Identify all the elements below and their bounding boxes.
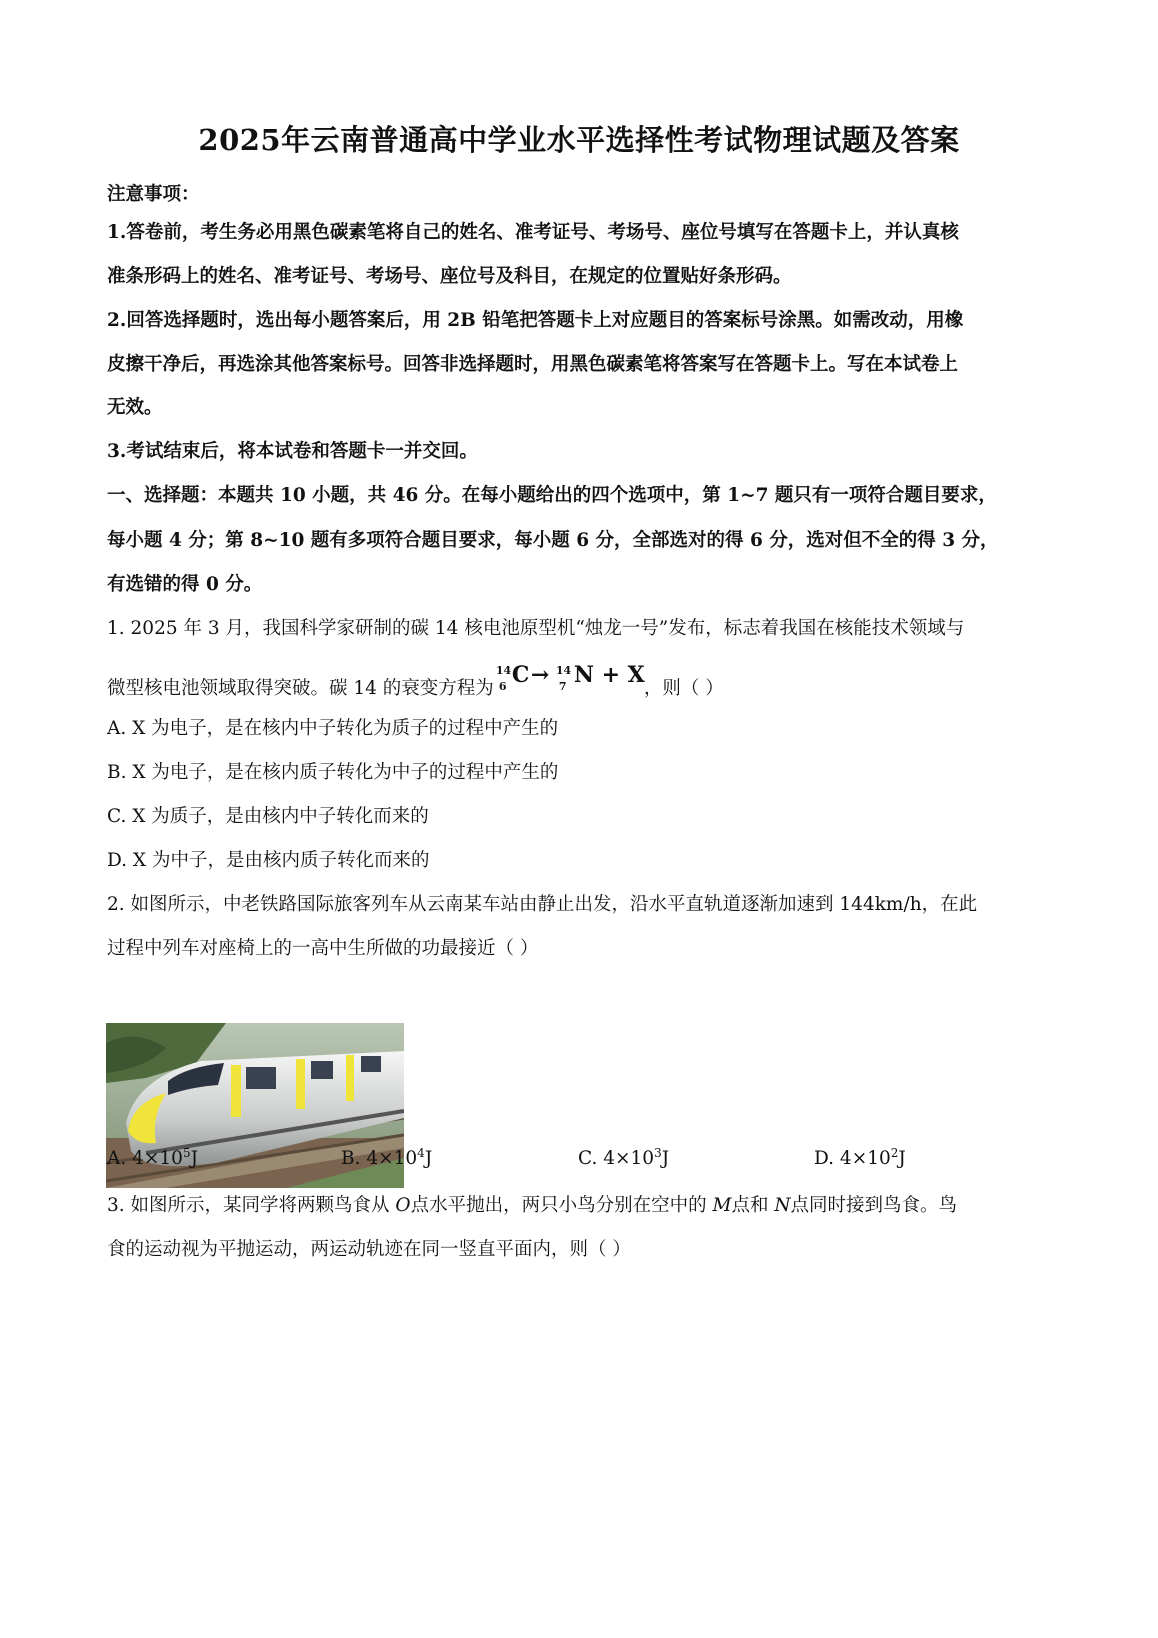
notice-line: 2.回答选择题时，选出每小题答案后，用 2B 铅笔把答题卡上对应题目的答案标号涂黑。如需改动，用橡 [107, 310, 964, 331]
point-m: M [712, 1195, 732, 1216]
q1-stem-line [107, 662, 1057, 702]
carbon-charge-number: 6 [498, 680, 507, 693]
carbon-symbol: C [511, 662, 530, 688]
q1-stem-tail: ，则（ ） [643, 678, 724, 699]
notice-line: 无效。 [107, 397, 163, 418]
section-intro-line: 一、选择题：本题共 10 小题，共 46 分。在每小题给出的四个选项中，第 1~7 题只有一项符合题目要求， [107, 485, 997, 506]
arrow-symbol: → [530, 662, 550, 688]
point-n: N [774, 1195, 791, 1216]
notice-line: 准条形码上的姓名、准考证号、考场号、座位号及科目，在规定的位置贴好条形码。 [107, 266, 792, 287]
q2-option-a: A. $4\times 10^5J$ [107, 1146, 198, 1170]
q2-option-c: C. $4\times 10^3J$ [578, 1146, 670, 1170]
nitrogen-mass-number: 14 [555, 664, 572, 677]
section-intro-line: 每小题 4 分；第 8~10 题有多项符合题目要求，每小题 6 分，全部选对的得 6 分，选对但不全的得 3 分， [107, 530, 999, 551]
notice-heading: 注意事项： [107, 184, 200, 205]
q1-stem-text: 微型核电池领域取得突破。碳 14 的衰变方程为 [107, 678, 494, 699]
q1-option-a: A. X 为电子，是在核内中子转化为质子的过程中产生的 [107, 718, 559, 739]
q1-stem-line: 1. 2025 年 3 月，我国科学家研制的碳 14 核电池原型机“烛龙一号”发布，标志着我国在核能技术领域与 [107, 618, 965, 639]
equation-products: N + X [573, 662, 645, 688]
q1-option-c: C. X 为质子，是由核内中子转化而来的 [107, 806, 429, 827]
nitrogen-charge-number: 7 [558, 680, 567, 693]
notice-line: 3.考试结束后，将本试卷和答题卡一并交回。 [107, 441, 478, 462]
carbon-mass-number: 14 [495, 664, 512, 677]
q2-stem-line: 2. 如图所示，中老铁路国际旅客列车从云南某车站由静止出发，沿水平直轨道逐渐加速到 144km/h，在此 [107, 894, 978, 915]
q3-stem-line: 3. 如图所示，某同学将两颗鸟食从 O点水平抛出，两只小鸟分别在空中的 M点和 N点同时接到鸟食。鸟 [107, 1195, 958, 1216]
notice-line: 皮擦干净后，再选涂其他答案标号。回答非选择题时，用黑色碳素笔将答案写在答题卡上。写在本试卷上 [107, 354, 959, 375]
section-intro-line: 有选错的得 0 分。 [107, 574, 263, 595]
q2-option-b: B. $4\times 10^4J$ [341, 1146, 433, 1170]
q2-option-d: D. $4\times 10^2J$ [814, 1146, 906, 1170]
q1-option-b: B. X 为电子，是在核内质子转化为中子的过程中产生的 [107, 762, 559, 783]
q1-option-d: D. X 为中子，是由核内质子转化而来的 [107, 850, 430, 871]
q2-stem-line: 过程中列车对座椅上的一高中生所做的功最接近（ ） [107, 938, 539, 959]
q3-stem-line: 食的运动视为平抛运动，两运动轨迹在同一竖直平面内，则（ ） [107, 1239, 631, 1260]
decay-equation [494, 662, 645, 702]
point-o: O [395, 1195, 411, 1216]
page-title: 2025年云南普通高中学业水平选择性考试物理试题及答案 [198, 123, 960, 157]
notice-line: 1.答卷前，考生务必用黑色碳素笔将自己的姓名、准考证号、考场号、座位号填写在答题卡上，并认真核 [107, 222, 959, 243]
